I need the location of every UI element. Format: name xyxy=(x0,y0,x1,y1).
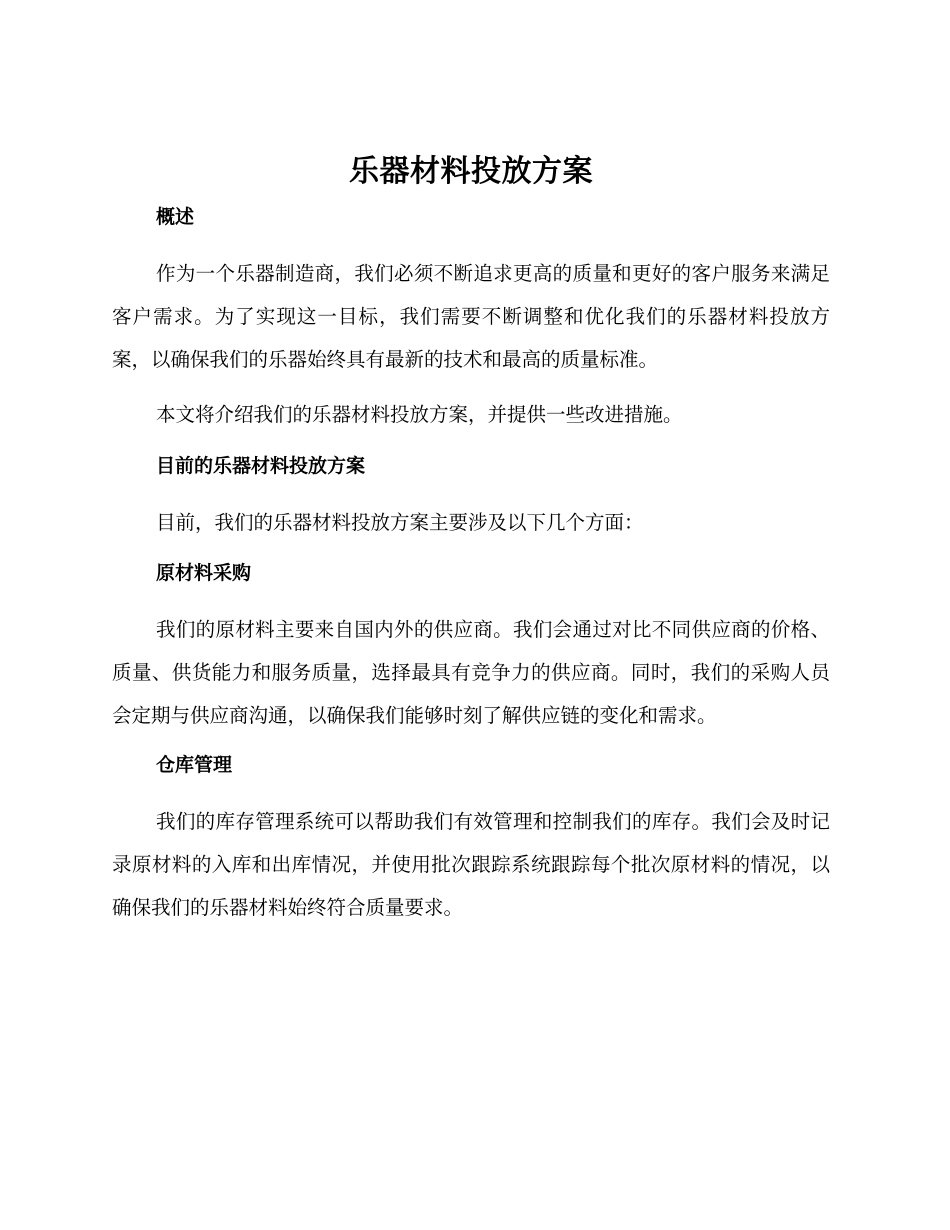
document-title: 乐器材料投放方案 xyxy=(349,154,593,189)
section-heading-current-plan: 目前的乐器材料投放方案 xyxy=(156,455,366,477)
section-heading-warehouse-management: 仓库管理 xyxy=(156,754,233,776)
paragraph-warehouse-management: 我们的库存管理系统可以帮助我们有效管理和控制我们的库存。我们会及时记录原材料的入库和出库情况，并使用批次跟踪系统跟踪每个批次原材料的情况，以确保我们的乐器材料始终符合质量要求。 xyxy=(112,810,830,919)
document-body xyxy=(112,148,830,929)
section-heading-overview: 概述 xyxy=(156,206,195,228)
paragraph-overview-intro: 作为一个乐器制造商，我们必须不断追求更高的质量和更好的客户服务来满足客户需求。为了实现这一目标，我们需要不断调整和优化我们的乐器材料投放方案，以确保我们的乐器始终具有最新的技术和最高的质量标准。 xyxy=(112,262,830,371)
paragraph-overview-purpose: 本文将介绍我们的乐器材料投放方案，并提供一些改进措施。 xyxy=(156,403,683,426)
section-heading-raw-material-procurement: 原材料采购 xyxy=(156,562,252,584)
paragraph-raw-material-procurement: 我们的原材料主要来自国内外的供应商。我们会通过对比不同供应商的价格、质量、供货能力和服务质量，选择最具有竞争力的供应商。同时，我们的采购人员会定期与供应商沟通，以确保我们能够时刻了解供应链的变化和需求。 xyxy=(112,618,830,727)
paragraph-current-plan: 目前，我们的乐器材料投放方案主要涉及以下几个方面： xyxy=(156,511,644,534)
